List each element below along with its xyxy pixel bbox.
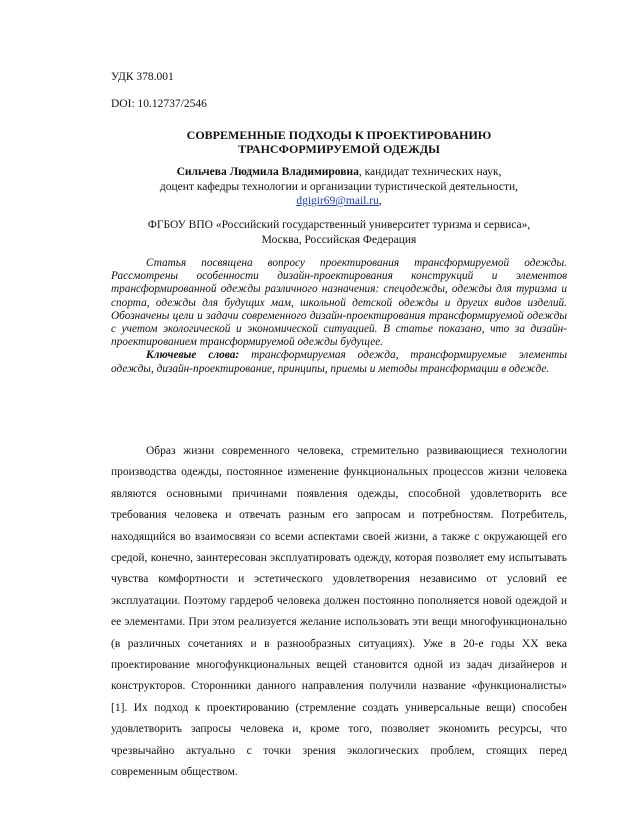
title-line-2: ТРАНСФОРМИРУЕМОЙ ОДЕЖДЫ xyxy=(238,142,440,156)
author-position: доцент кафедры технологии и организации туристической деятельности, xyxy=(159,180,519,193)
doi: DOI: 10.12737/2546 xyxy=(111,98,207,110)
article-title xyxy=(111,128,567,156)
author-degree: , кандидат технических наук, xyxy=(358,166,502,178)
body-paragraph: Образ жизни современного человека, стремительно развивающиеся технологии производства одежды, постоянное изменение функциональных процессов жизни человека являются основными причинами появления одежды, способной удовлетворить все требования человека и отвечать разным его запросам и потребностям. Потребитель, находящийся во взаимосвязи со всеми аспектами своей жизни, а также с окружающей его средой, конечно, заинтересован эксплуатировать одежду, которая позволяет ему испытывать чувства комфортности и эстетического удовлетворения независимо от условий ее эксплуатации. Поэтому гардероб человека должен постоянно пополняется новой одеждой и ее элементами. При этом реализуется желание использовать эти вещи многофункционально (в различных сочетаниях и в разнообразных ситуациях). Уже в 20-е годы XX века проектирование многофункциональных вещей становится одной из задач дизайнеров и конструкторов. Сторонники данного направления получили название «функционалисты» [1]. Их подход к проектированию (стремление создать универсальные вещи) способен удовлетворить запросы человека и, кроме того, позволяет экономить ресурсы, что чрезвычайно актуально с точки зрения экологических проблем, стоящих перед современным обществом. xyxy=(111,445,567,779)
author-line xyxy=(111,165,567,180)
keywords-label: Ключевые слова: xyxy=(146,349,240,362)
affiliation-org: ФГБОУ ВПО «Российский государственный университет туризма и сервиса», xyxy=(147,219,531,231)
author-email-link[interactable]: dgigir69@mail.ru xyxy=(296,195,379,207)
title-line-1: СОВРЕМЕННЫЕ ПОДХОДЫ К ПРОЕКТИРОВАНИЮ xyxy=(186,128,492,142)
affiliation-block xyxy=(111,218,567,247)
udk-code: УДК 378.001 xyxy=(111,71,174,83)
affiliation-city: Москва, Российская Федерация xyxy=(261,233,417,246)
abstract xyxy=(111,257,567,376)
author-name: Сильчева Людмила Владимировна xyxy=(176,166,359,178)
keywords-text: трансформируемая одежда, трансформируемые элементы одежды, дизайн-проектирование, принципы, приемы и методы трансформации в одежде. xyxy=(111,349,567,375)
author-email-line xyxy=(111,194,567,209)
body-text xyxy=(111,441,567,784)
keywords-paragraph xyxy=(111,349,567,375)
email-suffix: , xyxy=(378,195,382,207)
abstract-text: Статья посвящена вопросу проектирования трансформируемой одежды. Рассмотрены особенности дизайн-проектирования конструкций и элементов трансформированной одежды различного назначения: спецодежды, одежды для туризма и спорта, одежды для будущих мам, школьной детской одежды и других видов изделий. Обозначены цели и задачи современного дизайн-проектирования трансформируемой одежды с учетом экологической и экономической ситуацией. В статье показано, что за дизайн-проектированием трансформируемой одежды будущее. xyxy=(111,257,567,349)
author-block xyxy=(111,165,567,209)
